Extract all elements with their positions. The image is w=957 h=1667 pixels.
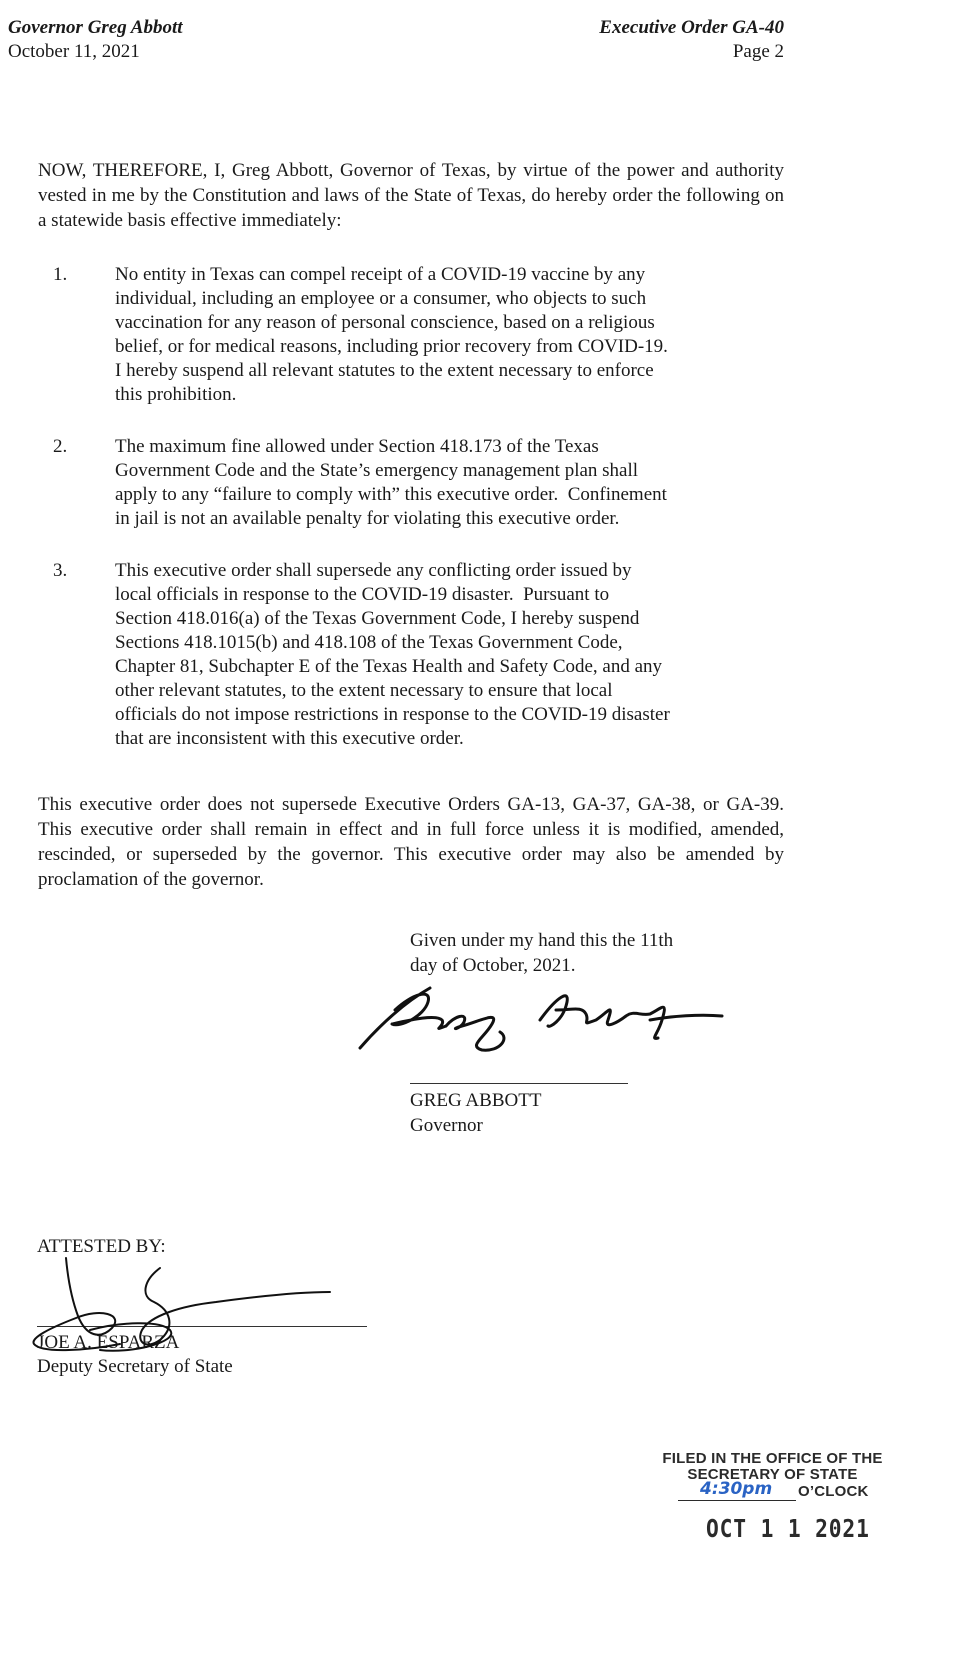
item-text-line: Chapter 81, Subchapter E of the Texas Health and Safety Code, and any <box>115 656 663 677</box>
item-text-line: belief, or for medical reasons, including prior recovery from COVID-19. <box>115 336 668 357</box>
header-page-number: Page 2 <box>732 41 784 62</box>
item-text-line: this prohibition. <box>115 384 237 405</box>
item-text-line: in jail is not an available penalty for violating this executive order. <box>115 508 620 529</box>
item-text-line: individual, including an employee or a consumer, who objects to such <box>115 288 647 309</box>
stamp-line-2: SECRETARY OF STATE <box>687 1466 858 1483</box>
stamp-time-line <box>678 1500 796 1501</box>
stamp-handwritten-time: 4:30pm <box>700 1479 773 1499</box>
item-text-line: This executive order shall supersede any conflicting order issued by <box>115 560 632 581</box>
item-text-line: Government Code and the State’s emergency management plan shall <box>115 460 639 481</box>
attested-by-label: ATTESTED BY: <box>37 1236 166 1257</box>
item-text-line: apply to any “failure to comply with” this executive order. Confinement <box>115 484 667 505</box>
item-text-line: local officials in response to the COVID-19 disaster. Pursuant to <box>115 584 610 605</box>
item-number: 2. <box>53 436 68 457</box>
governor-signature-line <box>410 1083 628 1084</box>
header-order-title: Executive Order GA-40 <box>599 17 784 38</box>
header-governor-name: Governor Greg Abbott <box>8 17 183 38</box>
item-text-line: vaccination for any reason of personal conscience, based on a religious <box>115 312 655 333</box>
governor-signature <box>350 980 740 1060</box>
item-text-line: other relevant statutes, to the extent necessary to ensure that local <box>115 680 613 701</box>
closing-paragraph: This executive order does not supersede Executive Orders GA-13, GA-37, GA-38, or GA-39. This executive order shall remain in effect and in full force unless it is modified, amended, rescinded, or superseded by the governor. This executive order may also be amended by proclamation of the governor. <box>38 794 784 890</box>
governor-title: Governor <box>410 1115 483 1136</box>
item-text-line: Sections 418.1015(b) and 418.108 of the Texas Government Code, <box>115 632 623 653</box>
given-line-1: Given under my hand this the 11th <box>410 930 674 951</box>
item-text-line: I hereby suspend all relevant statutes to the extent necessary to enforce <box>115 360 654 381</box>
attest-title: Deputy Secretary of State <box>37 1356 233 1377</box>
attest-name: JOE A. ESPARZA <box>37 1332 180 1353</box>
governor-name: GREG ABBOTT <box>410 1090 542 1111</box>
item-text-line: officials do not impose restrictions in response to the COVID-19 disaster <box>115 704 670 725</box>
stamp-line-1: FILED IN THE OFFICE OF THE <box>662 1450 883 1467</box>
item-number: 3. <box>53 560 68 581</box>
item-number: 1. <box>53 264 68 285</box>
item-text-line: The maximum fine allowed under Section 418.173 of the Texas <box>115 436 599 457</box>
item-text-line: Section 418.016(a) of the Texas Government Code, I hereby suspend <box>115 608 640 629</box>
attest-signature <box>20 1250 340 1380</box>
stamp-date: OCT 1 1 2021 <box>706 1514 870 1543</box>
intro-paragraph: NOW, THEREFORE, I, Greg Abbott, Governor of Texas, by virtue of the power and authority vested in me by the Constitution and laws of the State of Texas, do hereby order the following on a statewide basis effective immediately: <box>38 160 784 231</box>
header-date: October 11, 2021 <box>8 41 140 62</box>
item-text-line: that are inconsistent with this executive order. <box>115 728 464 749</box>
stamp-oclock: O’CLOCK <box>798 1483 869 1500</box>
given-line-2: day of October, 2021. <box>410 955 576 976</box>
item-text-line: No entity in Texas can compel receipt of a COVID-19 vaccine by any <box>115 264 646 285</box>
